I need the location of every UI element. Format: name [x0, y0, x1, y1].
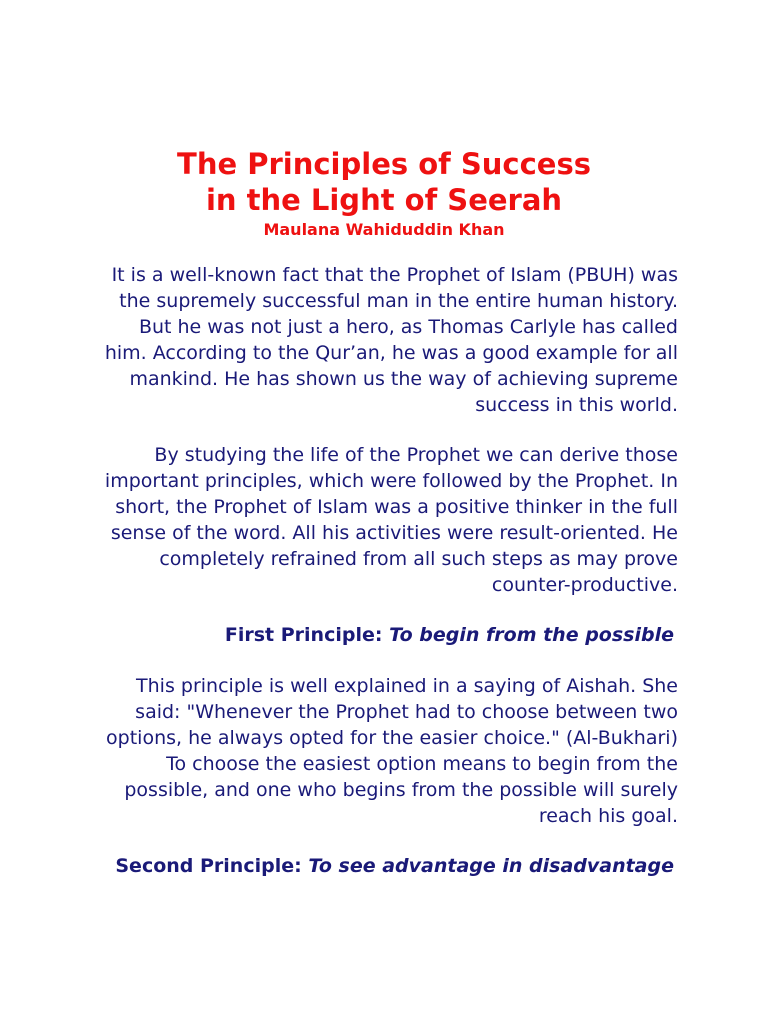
principle-1-text: To begin from the possible	[389, 624, 674, 646]
document-title-line-1: The Principles of Success	[177, 147, 591, 181]
principle-1-label: First Principle:	[224, 624, 390, 646]
principle-2-text: To see advantage in disadvantage	[308, 855, 674, 877]
paragraph-2: By studying the life of the Prophet we can derive those important principles, which were followed by the Prophet. In short, the Prophet of Islam was a positive thinker in the full sense of the word. All his activities were result-oriented. He completely refrained from all such steps as may prove counter-productive.	[104, 444, 678, 596]
principle-1-heading	[92, 622, 674, 649]
principle-2-heading	[92, 853, 674, 880]
document-title-line-2: in the Light of Seerah	[205, 183, 563, 217]
principle-2-label: Second Principle:	[115, 855, 309, 877]
document-body	[92, 262, 678, 904]
document-author: Maulana Wahiduddin Khan	[263, 220, 505, 239]
title-block	[0, 146, 768, 240]
paragraph-1: It is a well-known fact that the Prophet of Islam (PBUH) was the supremely successful man in the entire human history. But he was not just a hero, as Thomas Carlyle has called him. According to the Qur’an, he was a good example for all mankind. He has shown us the way of achieving supreme success in this world.	[104, 264, 678, 416]
paragraph-3: This principle is well explained in a saying of Aishah. She said: "Whenever the Prophet had to choose between two options, he always opted for the easier choice." (Al-Bukhari) To choose the easiest option means to begin from the possible, and one who begins from the possible will surely reach his goal.	[106, 675, 678, 827]
